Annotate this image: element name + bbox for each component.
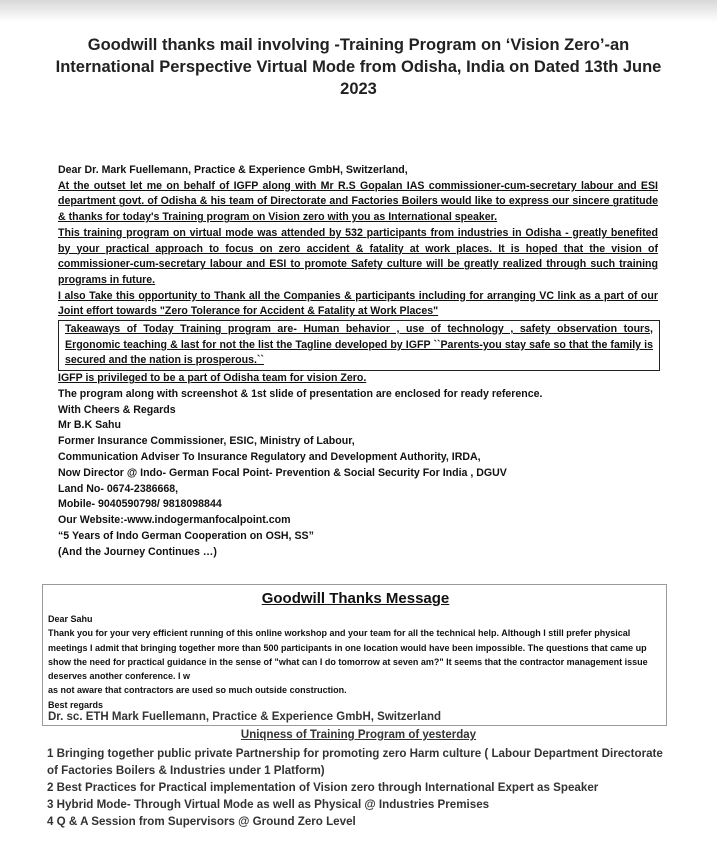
- list-item: 3 Hybrid Mode- Through Virtual Mode as well as Physical @ Industries Premises: [47, 798, 490, 811]
- letter: [58, 163, 658, 561]
- panel-heading: Goodwill Thanks Message: [261, 590, 450, 607]
- goodwill-message-panel: [42, 584, 667, 726]
- uniqueness-heading: Uniqness of Training Program of yesterday: [240, 729, 477, 741]
- signature-line: Communication Adviser To Insurance Regulatory and Development Authority, IRDA,: [58, 450, 481, 463]
- signature-line: “5 Years of Indo German Cooperation on OSH, SS”: [58, 529, 314, 542]
- list-item: 1 Bringing together public private Partnership for promoting zero Harm culture ( Labour Department Directorate of Factories Boilers & Industries under 1 Platform): [47, 747, 663, 777]
- signature-line: Mr B.K Sahu: [58, 419, 121, 432]
- signature-line: Our Website:-www.indogermanfocalpoint.com: [58, 514, 291, 527]
- signature-line: With Cheers & Regards: [58, 403, 176, 416]
- page-title: Goodwill thanks mail involving -Training Program on ‘Vision Zero’-an International Perspective Virtual Mode from Odisha, India on Dated 13th June 2023: [55, 36, 662, 98]
- signature-line: Now Director @ Indo- German Focal Point- Prevention & Social Security For India , DGUV: [58, 466, 507, 479]
- reply-sender: Dr. sc. ETH Mark Fuellemann, Practice & Experience GmbH, Switzerland: [48, 711, 442, 723]
- uniqueness-list: [47, 745, 667, 830]
- signature-block: [58, 403, 658, 561]
- letter-greeting: Dear Dr. Mark Fuellemann, Practice & Experience GmbH, Switzerland,: [58, 164, 408, 176]
- signature-line: Mobile- 9040590798/ 9818098844: [58, 498, 222, 511]
- list-item: 4 Q & A Session from Supervisors @ Ground Zero Level: [47, 815, 356, 828]
- letter-privileged: IGFP is privileged to be a part of Odisha team for vision Zero.: [58, 372, 367, 385]
- signature-line: (And the Journey Continues …): [58, 545, 217, 558]
- reply-text: Thank you for your very efficient running of this online workshop and your team for all the technical help. Although I still prefer physical meetings I admit that bringing together more than 500 participants in one location would have been impossible. The questions that came up show the need for practical guidance in the sense of "what can I do tomorrow at seven am?" It seems that the contractor management issue deserves another conference. I w: [48, 628, 648, 682]
- letter-paragraph-attendance: This training program on virtual mode was attended by 532 participants from industries in Odisha - greatly benefited by your practical approach to focus on zero accident & fatality at work places. It is hoped that the vision of commissioner-cum-secretary labour and ESI to promote Safety culture will be greatly realized through such training programs in future.: [58, 226, 658, 286]
- takeaways-box: Takeaways of Today Training program are- Human behavior , use of technology , safety observation tours, Ergonomic teaching & last for not the list the Tagline developed by IGFP ``Parents-you stay safe so that the family is secured and the nation is prosperous.``: [58, 320, 660, 371]
- reply-body: [48, 612, 653, 712]
- reply-text-continued: as not aware that contractors are used so much outside construction.: [48, 685, 347, 696]
- reply-salutation: Dear Sahu: [48, 614, 93, 624]
- signature-line: Land No- 0674-2386668,: [58, 482, 179, 495]
- letter-paragraph-gratitude: At the outset let me on behalf of IGFP along with Mr R.S Gopalan IAS commissioner-cum-secretary labour and ESI department govt. of Odisha & his team of Directorate and Factories Boilers would like to express our sincere gratitude & thanks for today's Training program on Vision zero with you as International speaker.: [58, 179, 658, 224]
- top-shade: [0, 0, 717, 22]
- list-item: 2 Best Practices for Practical implementation of Vision zero through International Expert as Speaker: [47, 781, 599, 794]
- letter-enclosed: The program along with screenshot & 1st slide of presentation are enclosed for ready reference.: [58, 387, 543, 400]
- reply-closing: Best regards: [48, 699, 104, 710]
- signature-line: Former Insurance Commissioner, ESIC, Ministry of Labour,: [58, 435, 355, 448]
- letter-paragraph-thanks: I also Take this opportunity to Thank all the Companies & participants including for arranging VC link as a part of our Joint effort towards "Zero Tolerance for Accident & Fatality at Work Places": [58, 289, 658, 318]
